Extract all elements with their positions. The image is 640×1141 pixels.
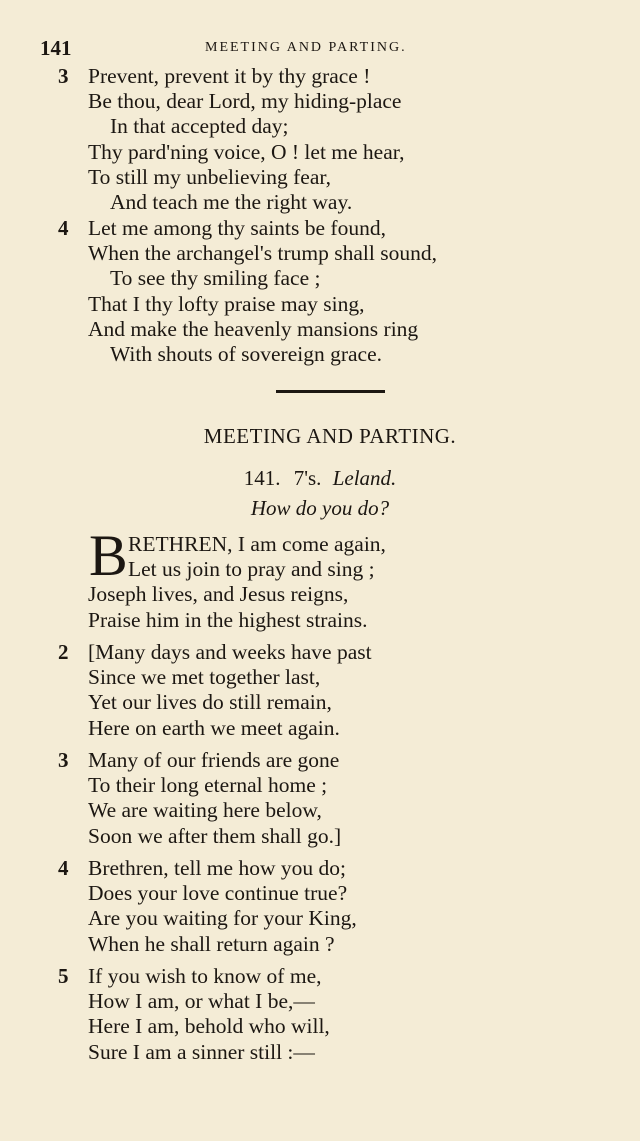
verse-line: Here on earth we meet again. <box>88 715 340 740</box>
verse-line: With shouts of sovereign grace. <box>110 342 382 367</box>
verse-line: And make the heavenly mansions ring <box>88 316 419 341</box>
verse-line: Are you waiting for your King, <box>88 906 357 931</box>
stanza-number: 4 <box>58 856 69 880</box>
stanza-number: 3 <box>58 748 69 772</box>
hymn-subtitle: How do you do? <box>250 496 390 520</box>
hymn-stanza-1 <box>88 523 386 633</box>
page-header <box>40 36 470 60</box>
stanza-number: 2 <box>58 640 69 664</box>
verse-line: Many of our friends are gone <box>88 748 340 772</box>
hymn-stanza-3 <box>58 748 341 849</box>
verse-line: Let me among thy saints be found, <box>88 216 386 240</box>
hymn-stanza-4 <box>58 856 357 957</box>
verse-line: How I am, or what I be,— <box>88 989 315 1014</box>
prev-stanza-4 <box>58 216 437 367</box>
hymn-number: 141. <box>243 466 281 490</box>
verse-line: Soon we after them shall go.] <box>88 823 342 848</box>
hymn-heading <box>0 466 640 491</box>
page-number: 141 <box>40 36 72 60</box>
stanza-number: 3 <box>58 64 69 88</box>
verse-line: Prevent, prevent it by thy grace ! <box>88 64 371 88</box>
hymn-tune: Leland. <box>332 466 397 490</box>
running-head: MEETING AND PARTING. <box>205 40 407 55</box>
verse-line: That I thy lofty praise may sing, <box>88 291 365 316</box>
prev-stanza-3 <box>58 64 404 215</box>
verse-line: We are waiting here below, <box>88 798 322 823</box>
verse-line: Here I am, behold who will, <box>88 1014 330 1039</box>
hymn-stanza-2 <box>58 640 372 741</box>
verse-line: In that accepted day; <box>110 114 289 139</box>
verse-line: When the archangel's trump shall sound, <box>88 241 437 266</box>
verse-line: When he shall return again ? <box>88 931 335 956</box>
verse-line: RETHREN, I am come again, <box>128 532 386 556</box>
verse-line: [Many days and weeks have past <box>88 640 372 664</box>
verse-line: Let us join to pray and sing ; <box>128 557 375 582</box>
verse-line: And teach me the right way. <box>110 190 353 215</box>
verse-line: Sure I am a sinner still :— <box>88 1039 315 1064</box>
verse-line: Be thou, dear Lord, my hiding-place <box>88 89 402 114</box>
section-title: MEETING AND PARTING. <box>203 424 457 448</box>
verse-line: Yet our lives do still remain, <box>88 690 332 715</box>
verse-line: Praise him in the highest strains. <box>88 607 368 632</box>
verse-line: Since we met together last, <box>88 665 321 690</box>
stanza-number: 4 <box>58 216 69 240</box>
verse-line: To their long eternal home ; <box>88 773 328 798</box>
verse-line: To see thy smiling face ; <box>110 266 321 291</box>
hymn-stanza-5 <box>58 964 330 1065</box>
verse-line: Thy pard'ning voice, O ! let me hear, <box>88 139 405 164</box>
stanza-number: 5 <box>58 964 69 988</box>
drop-cap: B <box>89 523 128 588</box>
verse-line: Does your love continue true? <box>88 881 348 906</box>
verse-line: To still my unbelieving fear, <box>88 164 332 189</box>
verse-line: Joseph lives, and Jesus reigns, <box>88 582 349 607</box>
section-divider-rule <box>276 390 385 393</box>
verse-line: If you wish to know of me, <box>88 964 322 988</box>
hymn-meter: 7's. <box>293 466 322 490</box>
verse-line: Brethren, tell me how you do; <box>88 856 346 880</box>
